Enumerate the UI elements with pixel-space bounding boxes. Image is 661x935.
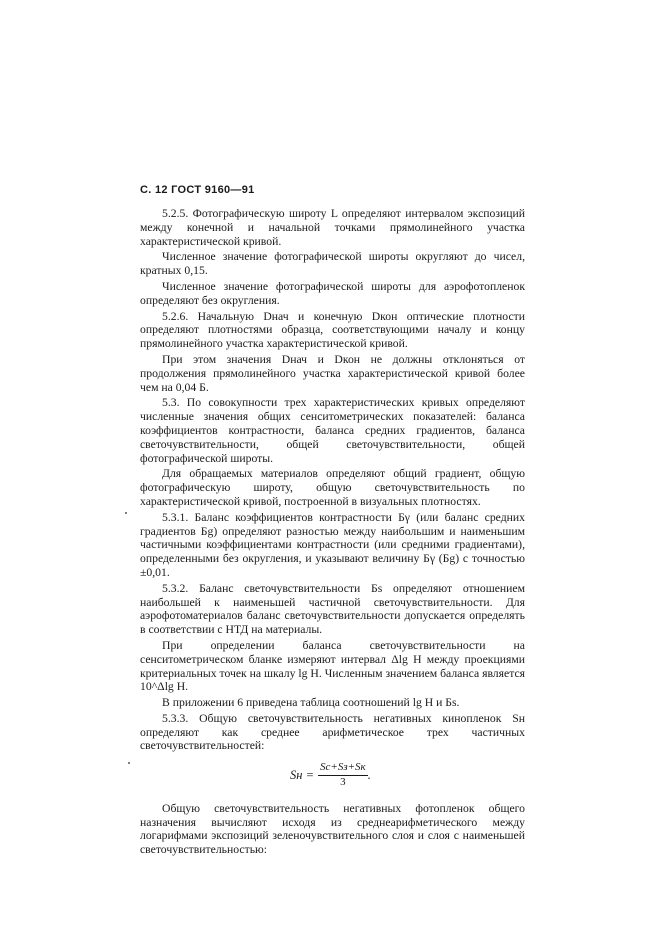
paragraph-appendix-6: В приложении 6 приведена таблица соотношений lg H и Бs. xyxy=(162,696,460,710)
formula-denominator: 3 xyxy=(340,776,346,789)
paragraph-density-deviation: При этом значения Dнач и Dкон не должны отклоняться от продолжения прямолинейного участка характеристической кривой более чем на 0,04 Б. xyxy=(140,352,525,394)
paragraph-5-3-1: 5.3.1. Баланс коэффициентов контрастности Бγ (или баланс средних градиентов Бg) определяют разностью между наибольшим и наименьшим частичными коэффициентами контрастности (или средними градиентами), определенными без округления, и указывают величину Бγ (Бg) с точностью ±0,01. xyxy=(140,510,525,579)
formula-fraction xyxy=(318,761,368,790)
scan-speck xyxy=(125,512,127,514)
paragraph-5-3-3: 5.3.3. Общую светочувствительность негативных кинопленок Sн определяют как среднее арифметическое трех частичных светочувствительностей: xyxy=(140,711,525,753)
paragraph-5-3: 5.3. По совокупности трех характеристических кривых определяют численные значения общих сенситометрических показателей: баланса коэффициентов контрастности, баланса средних градиентов, баланса светочувствительности, общей светочувствительности, общей фотографической широты. xyxy=(140,396,525,465)
paragraph-balance-measurement: При определении баланса светочувствительности на сенситометрическом бланке измеряют интервал Δlg H между проекциями критериальных точек на шкалу lg H. Численным значением баланса является 10^Δlg H. xyxy=(140,638,526,694)
formula-numerator: Sс+Sз+Sк xyxy=(318,761,368,776)
sensitivity-formula xyxy=(290,761,525,790)
paragraph-aerofilm-latitude: Численное значение фотографической широты для аэрофотопленок определяют без округления. xyxy=(140,279,525,307)
formula-tail: . xyxy=(367,767,371,782)
scan-speck xyxy=(128,762,130,764)
paragraph-5-3-2: 5.3.2. Баланс светочувствительности Бs определяют отношением наибольшей к наименьшей частичной светочувствительности. Для аэрофотоматериалов баланс светочувствительности допускается определять в соответствии с НТД на материалы. xyxy=(140,581,525,637)
document-body xyxy=(140,207,525,859)
formula-lhs: Sн = xyxy=(290,767,315,782)
paragraph-5-2-5: 5.2.5. Фотографическую широту L определяют интервалом экспозиций между конечной и начальной точками прямолинейного участка характеристической кривой. xyxy=(140,207,525,248)
paragraph-photofilm-sensitivity: Общую светочувствительность негативных фотопленок общего назначения вычисляют исходя из среднеарифметического между логарифмами экспозиций зеленочувствительного слоя и слоя с наименьшей светочувствительностью: xyxy=(140,801,525,857)
page-header: С. 12 ГОСТ 9160—91 xyxy=(140,184,255,196)
paragraph-reversal-materials: Для обращаемых материалов определяют общий градиент, общую фотографическую широту, общую светочувствительность по характеристической кривой, построенной в визуальных плотностях. xyxy=(140,467,525,508)
paragraph-rounding: Численное значение фотографической широты округляют до чисел, кратных 0,15. xyxy=(140,250,525,278)
paragraph-5-2-6: 5.2.6. Начальную Dнач и конечную Dкон оптические плотности определяют плотностями образца, соответствующими началу и концу прямолинейного участка характеристической кривой. xyxy=(140,309,525,351)
